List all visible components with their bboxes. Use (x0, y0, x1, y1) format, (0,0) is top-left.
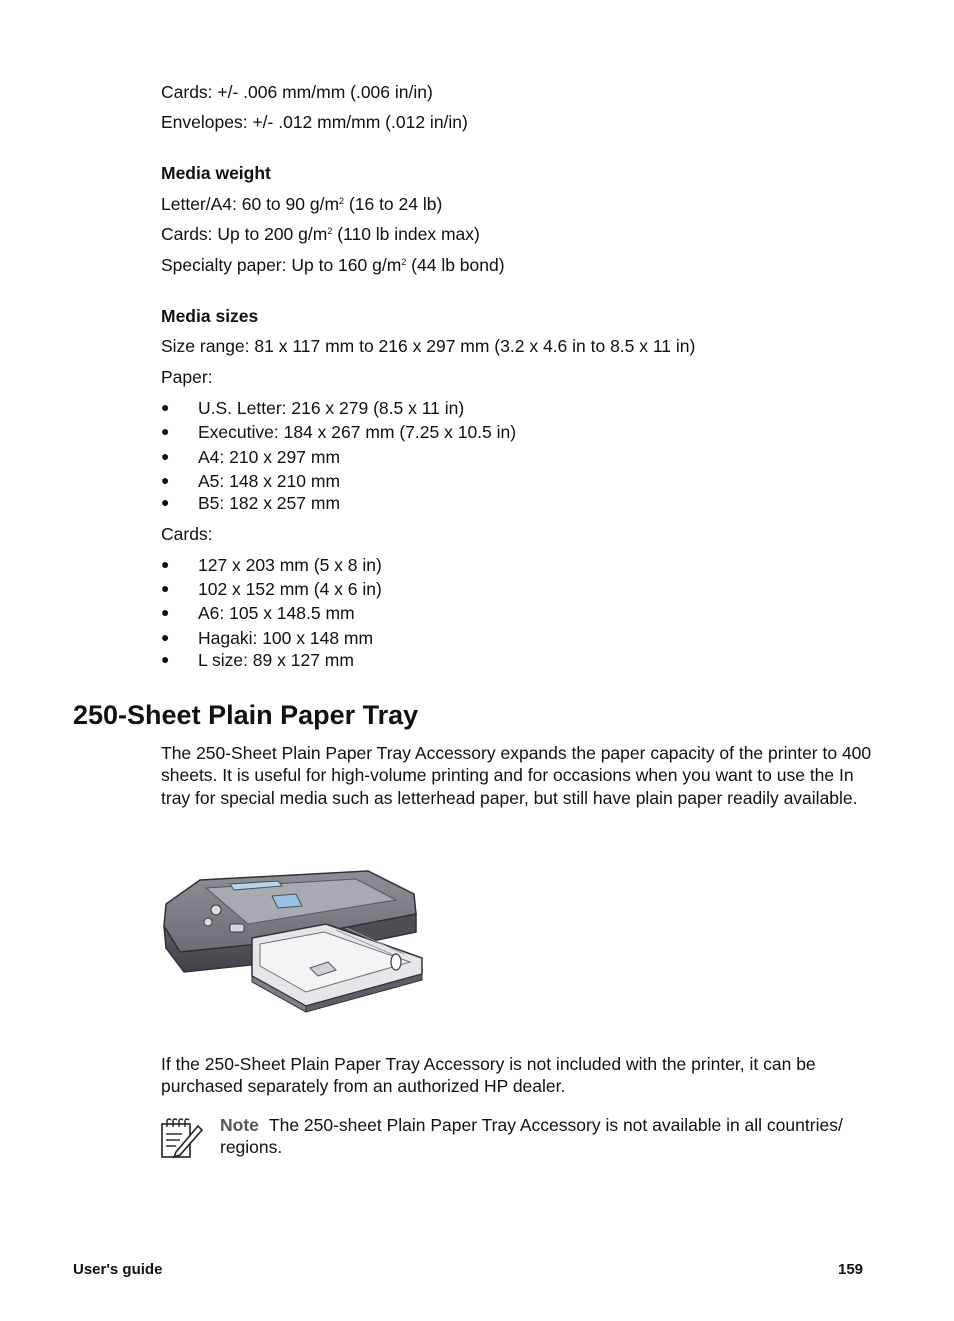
list-item: ● 102 x 152 mm (4 x 6 in) (161, 579, 382, 599)
list-item: ● A5: 148 x 210 mm (161, 471, 341, 491)
list-item: ● A4: 210 x 297 mm (161, 447, 341, 467)
list-item: ● Hagaki: 100 x 148 mm (161, 628, 374, 648)
list-item: ● 127 x 203 mm (5 x 8 in) (161, 555, 382, 575)
section-title: 250-Sheet Plain Paper Tray (73, 700, 419, 730)
media-sizes-heading: Media sizes (161, 306, 259, 326)
weight-specialty: Specialty paper: Up to 160 $g/m^2$ (44 lb bond) (161, 255, 505, 275)
list-item: ● Executive: 184 x 267 mm (7.25 x 10.5 in) (161, 422, 517, 442)
envelopes-tolerance: Envelopes: +/- .012 mm/mm (.012 in/in) (161, 112, 468, 132)
size-range: Size range: 81 x 117 mm to 216 x 297 mm (3.2 x 4.6 in to 8.5 x 11 in) (161, 336, 696, 356)
list-item: ● B5: 182 x 257 mm (161, 493, 341, 513)
intro-paragraph: The 250-Sheet Plain Paper Tray Accessory expands the paper capacity of the printer to 400 sheets. It is useful for high-volume printing and for occasions when you want to use the In tray for special media such as letterhead paper, but still have plain paper readily available. (161, 743, 872, 808)
list-item: ● L size: 89 x 127 mm (161, 650, 354, 670)
cards-tolerance: Cards: +/- .006 mm/mm (.006 in/in) (161, 82, 433, 102)
note-label: Note (220, 1115, 259, 1135)
note-icon (160, 1118, 204, 1160)
media-weight-heading: Media weight (161, 163, 271, 183)
cards-label: Cards: (161, 524, 213, 544)
weight-cards: Cards: Up to 200 $g/m^2$ (110 lb index max) (161, 224, 480, 244)
purchase-paragraph: If the 250-Sheet Plain Paper Tray Accessory is not included with the printer, it can be purchased separately from an authorized HP dealer. (161, 1054, 816, 1097)
note-text: The 250-sheet Plain Paper Tray Accessory is not available in all countries/ regions. (220, 1115, 843, 1158)
footer-title: User's guide (73, 1261, 163, 1278)
page-number: 159 (838, 1261, 864, 1278)
weight-letter-a4: Letter/A4: 60 to 90 $g/m^2$ (16 to 24 lb) (161, 194, 443, 214)
paper-tray-illustration (160, 866, 426, 1014)
paper-label: Paper: (161, 367, 213, 387)
note (220, 1114, 874, 1159)
list-item: ● U.S. Letter: 216 x 279 (8.5 x 11 in) (161, 398, 465, 418)
list-item: ● A6: 105 x 148.5 mm (161, 603, 355, 623)
